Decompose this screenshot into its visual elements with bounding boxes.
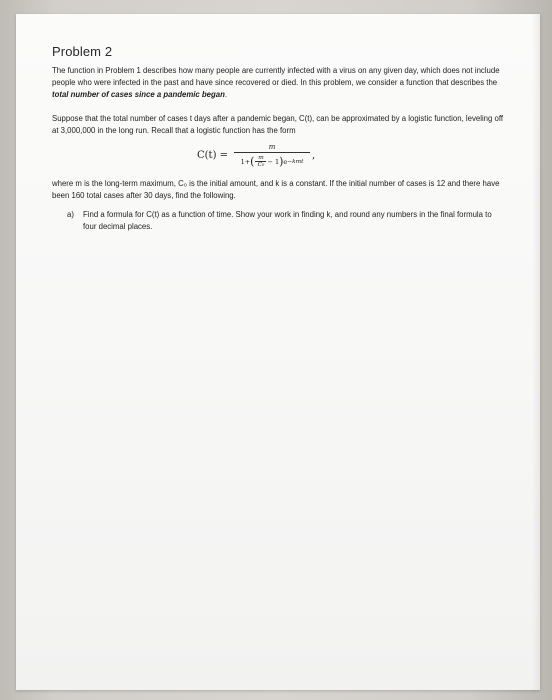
- list-item-marker: a): [67, 210, 74, 219]
- denominator-prefix: 1+: [240, 157, 251, 166]
- intro-text: The function in Problem 1 describes how many people are currently infected with a virus on any given day, which does not include people who were infected in the past and have since recovered or died. In this problem, we consider a function that describes the: [52, 66, 500, 87]
- setup-paragraph: Suppose that the total number of cases t days after a pandemic began, C(t), can be approximated by a logistic function, leveling off at 3,000,000 in the long run. Recall that a logistic function has the form: [52, 114, 504, 135]
- left-paren: (: [250, 154, 255, 168]
- minus-one: − 1: [267, 157, 280, 166]
- exp-base: e: [283, 157, 288, 166]
- formula-numerator: m: [268, 143, 276, 151]
- intro-paragraph: [52, 65, 510, 101]
- formula-comma: ,: [312, 150, 316, 161]
- intro-period: .: [224, 90, 228, 99]
- formula-fraction: [234, 143, 310, 168]
- list-item-text: Find a formula for C(t) as a function of time. Show your work in finding k, and round any numbers in the final formula to four decimal places.: [83, 210, 492, 231]
- emphasized-phrase: total number of cases since a pandemic began: [52, 90, 225, 99]
- conditions-paragraph: where m is the long-term maximum, C₀ is the initial amount, and k is a constant. If the initial number of cases is 12 and there have been 160 total cases after 30 days, find the following.: [52, 179, 500, 200]
- paper-sheet: [16, 14, 540, 690]
- formula-lhs: C(t) =: [197, 150, 229, 161]
- document-content: [52, 44, 510, 233]
- list-item: [67, 209, 510, 233]
- inner-fraction-bottom: C₀: [257, 162, 265, 168]
- logistic-formula: [197, 143, 510, 168]
- formula-denominator: 1+ ( $\frac{m}{\text{C₀}}$ − 1 ) e −kmt: [240, 154, 304, 168]
- inner-fraction: [255, 155, 266, 168]
- inner-fraction-top: m: [258, 155, 264, 161]
- right-paren: ): [279, 154, 284, 168]
- problem-heading: Problem 2: [52, 44, 113, 59]
